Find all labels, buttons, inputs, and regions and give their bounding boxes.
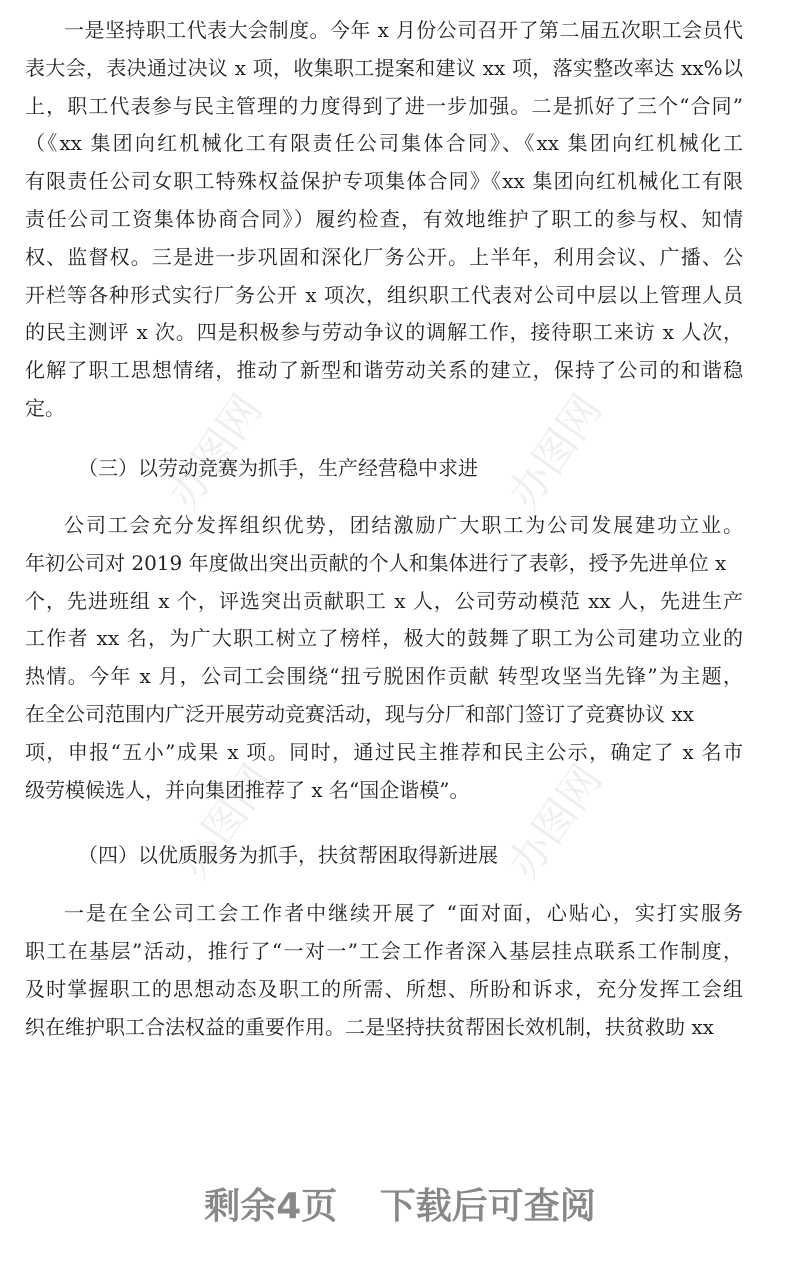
- text-line: 责任公司工资集体协商合同》）履约检查，有效地维护了职工的参与权、知情: [25, 207, 743, 231]
- text-line: 职工在基层”活动，推行了“一对一”工会工作者深入基层挂点联系工作制度，: [25, 939, 743, 963]
- text-line: （《xx 集团向红机械化工有限责任公司集体合同》、《xx 集团向红机械化工: [25, 131, 743, 156]
- text-line: 织在维护职工合法权益的重要作用。二是坚持扶贫帮困长效机制，扶贫救助 xx: [25, 1015, 714, 1039]
- text-line: 工作者 xx 名，为广大职工树立了榜样，极大的鼓舞了职工为公司建功立业的: [25, 626, 743, 651]
- text-line: 及时掌握职工的思想动态及职工的所需、所想、所盼和诉求，充分发挥工会组: [25, 977, 743, 1001]
- text-line: 热情。今年 x 月，公司工会围绕“扭亏脱困作贡献 转型攻坚当先锋”为主题，: [25, 664, 743, 689]
- text-line: 权、监督权。三是进一步巩固和深化厂务公开。上半年，利用会议、广播、公: [25, 244, 743, 269]
- text-line: 一是坚持职工代表大会制度。今年 x 月份公司召开了第二届五次职工会员代: [64, 18, 743, 42]
- download-to-view-text: 下载后可查阅: [379, 1186, 596, 1227]
- section-heading-3: （三）以劳动竞赛为抓手，生产经营稳中求进: [78, 456, 478, 480]
- download-prompt[interactable]: [0, 1178, 800, 1229]
- text-line: 的民主测评 x 次。四是积极参与劳动争议的调解工作，接待职工来访 x 人次，: [25, 320, 743, 345]
- watermark: 办图网: [168, 755, 282, 888]
- text-line: 个，先进班组 x 个，评选突出贡献职工 x 人，公司劳动模范 xx 人，先进生产: [25, 588, 743, 613]
- text-line: 一是在全公司工会工作者中继续开展了 “面对面，心贴心，实打实服务: [64, 901, 743, 925]
- watermark: 办图网: [158, 385, 272, 518]
- watermark: 办图网: [498, 385, 612, 518]
- text-line: 年初公司对 2019 年度做出突出贡献的个人和集体进行了表彰，授予先进单位 x: [25, 550, 727, 575]
- section-heading-4: （四）以优质服务为抓手，扶贫帮困取得新进展: [78, 843, 498, 867]
- text-line: 化解了职工思想情绪，推动了新型和谐劳动关系的建立，保持了公司的和谐稳: [25, 358, 743, 383]
- remaining-pages-text: 剩余4页: [204, 1186, 338, 1227]
- text-line: 定。: [25, 396, 65, 420]
- text-line: 在全公司范围内广泛开展劳动竞赛活动，现与分厂和部门签订了竞赛协议 xx: [25, 702, 694, 726]
- text-line: 公司工会充分发挥组织优势，团结激励广大职工为公司发展建功立业。: [64, 513, 743, 537]
- text-line: 级劳模候选人，并向集团推荐了 x 名“国企谐模”。: [25, 777, 470, 802]
- text-line: 表大会，表决通过决议 x 项，收集职工提案和建议 xx 项，落实整改率达 xx%以: [25, 55, 743, 80]
- text-line: 项，申报“五小”成果 x 项。同时，通过民主推荐和民主公示，确定了 x 名市: [25, 739, 743, 764]
- text-line: 有限责任公司女职工特殊权益保护专项集体合同》《xx 集团向红机械化工有限: [25, 169, 743, 194]
- watermark: 办图网: [498, 755, 612, 888]
- text-line: 上，职工代表参与民主管理的力度得到了进一步加强。二是抓好了三个“合同”: [25, 93, 743, 118]
- text-line: 开栏等各种形式实行厂务公开 x 项次，组织职工代表对公司中层以上管理人员: [25, 282, 743, 307]
